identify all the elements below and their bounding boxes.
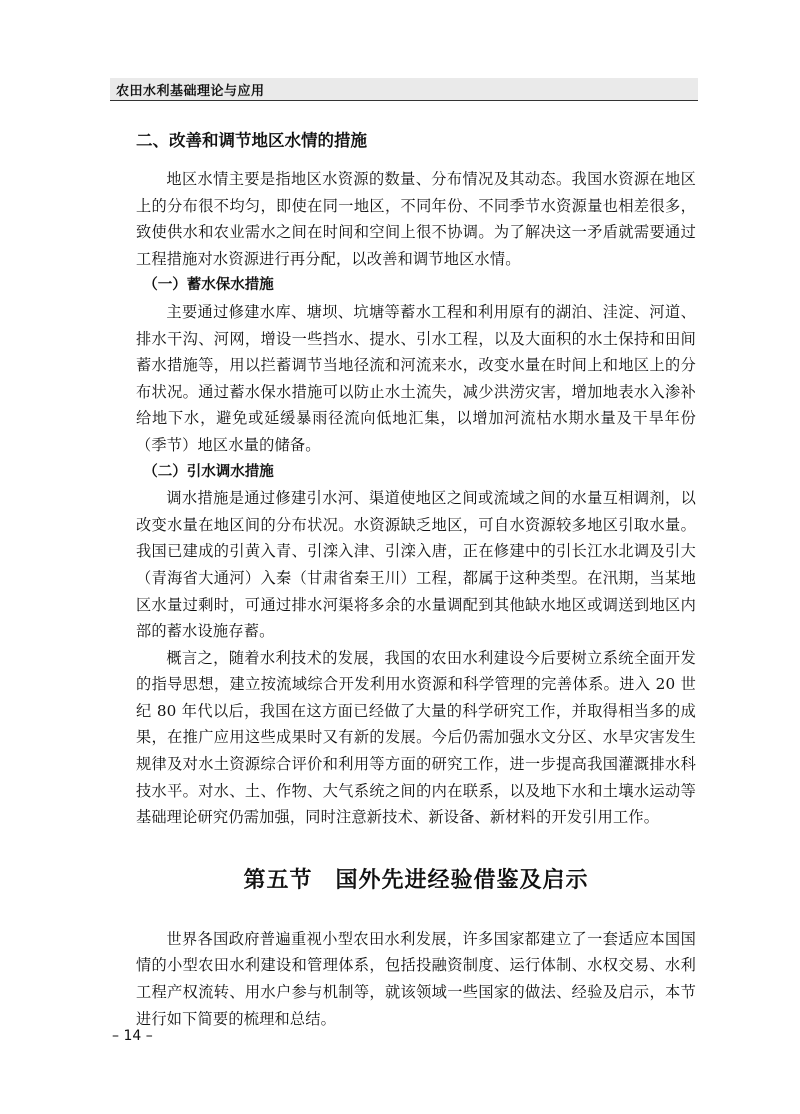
section-title: 第五节 国外先进经验借鉴及启示	[243, 866, 589, 893]
subheading-diversion-measures: （二）引水调水措施	[143, 463, 274, 480]
section-intro-paragraph: 世界各国政府普遍重视小型农田水利发展，许多国家都建立了一套适应本国国情的小型农田水利建设和管理体系，包括投融资制度、运行体制、水权交易、水利工程产权流转、用水户参与机制等，就该领域一些国家的做法、经验及启示，本节进行如下简要的梳理和总结。	[136, 929, 696, 1028]
storage-measures-paragraph: 主要通过修建水库、塘坝、坑塘等蓄水工程和利用原有的湖泊、洼淀、河道、排水干沟、河网，增设一些挡水、提水、引水工程，以及大面积的水土保持和田间蓄水措施等，用以拦蓄调节当地径流和河流来水，改变水量在时间上和地区上的分布状况。通过蓄水保水措施可以防止水土流失，减少洪涝灾害，增加地表水入渗补给地下水，避免或延缓暴雨径流向低地汇集，以增加河流枯水期水量及干旱年份（季节）地区水量的储备。	[136, 302, 696, 454]
page-body	[136, 128, 696, 1032]
running-header	[110, 78, 698, 101]
intro-paragraph: 地区水情主要是指地区水资源的数量、分布情况及其动态。我国水资源在地区上的分布很不均匀，即使在同一地区，不同年份、不同季节水资源量也相差很多，致使供水和农业需水之间在时间和空间上很不协调。为了解决这一矛盾就需要通过工程措施对水资源进行再分配，以改善和调节地区水情。	[136, 170, 696, 268]
subheading-storage-measures: （一）蓄水保水措施	[143, 277, 274, 294]
running-header-title: 农田水利基础理论与应用	[116, 84, 265, 99]
summary-paragraph: 概言之，随着水利技术的发展，我国的农田水利建设今后要树立系统全面开发的指导思想，建立按流域综合开发利用水资源和科学管理的完善体系。进入 20 世纪 80 年代以后，我国在这方面已经做了大量的科学研究工作，并取得相当多的成果，在推广应用这些成果时又有新的发展。今后仍需加强水文分区、水旱灾害发生规律及对水土资源综合评价和利用等方面的研究工作，进一步提高我国灌溉排水科技水平。对水、土、作物、大气系统之间的内在联系，以及地下水和土壤水运动等基础理论研究仍需加强，同时注意新技术、新设备、新材料的开发引用工作。	[136, 648, 696, 827]
heading-improve-water-regime: 二、改善和调节地区水情的措施	[136, 131, 367, 150]
diversion-measures-paragraph: 调水措施是通过修建引水河、渠道使地区之间或流域之间的水量互相调剂，以改变水量在地区间的分布状况。水资源缺乏地区，可自水资源较多地区引取水量。我国已建成的引黄入青、引滦入津、引滦入唐，正在修建中的引长江水北调及引大（青海省大通河）入秦（甘肃省秦王川）工程，都属于这种类型。在汛期，当某地区水量过剩时，可通过排水河渠将多余的水量调配到其他缺水地区或调送到地区内部的蓄水设施存蓄。	[136, 489, 696, 641]
page-number: – 14 –	[112, 1028, 153, 1044]
